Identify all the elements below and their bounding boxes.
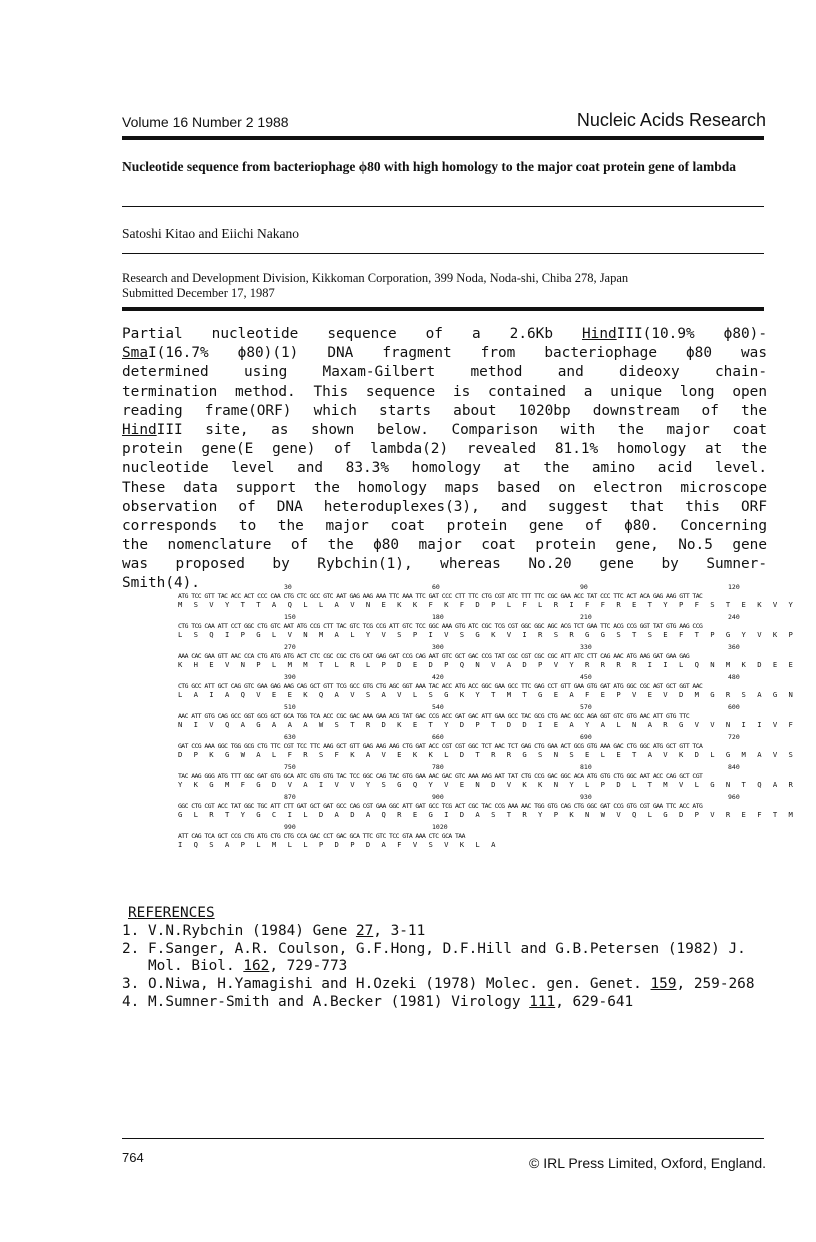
abstract-text: was proposed by Rybchin(1), whereas No.20 gene by Sumner- [122, 556, 767, 573]
amino-acid-row: L S Q I P G L V N M A L Y V S P I V S G K V I R S R G G S T S E F T P G Y V K P [178, 630, 797, 639]
reference-underlined: 27 [355, 922, 374, 939]
sequence-position: 810 [580, 763, 592, 771]
abstract-line [122, 536, 767, 555]
sequence-block [178, 673, 797, 704]
reference-text [148, 923, 782, 941]
sequence-position: 630 [284, 733, 296, 741]
sequence-block [178, 733, 797, 764]
sequence-position: 1020 [432, 823, 448, 831]
reference-number: 3. [122, 976, 140, 993]
sequence-position: 60 [432, 583, 440, 591]
nucleotide-row: GAT CCG AAA GGC TGG GCG CTG TTC CGT TCC TTC AAG GCT GTT GAG AAG AAG CTG GAT ACC CGT CGT GGC TCT AAC TCT GAG CTG GAA ACT GCG GTG AAA GAC CTG GGC ATG GCT GTT TCA [178, 742, 703, 750]
sequence-position: 780 [432, 763, 444, 771]
abstract-text: observation of DNA heteroduplexes(3), and suggest that this ORF [122, 498, 767, 515]
sequence-position: 300 [432, 643, 444, 651]
sequence-position: 840 [728, 763, 740, 771]
sequence-block [178, 703, 797, 734]
sequence-position: 540 [432, 703, 444, 711]
abstract-rule [122, 307, 764, 311]
nucleotide-row: TAC AAG GGG ATG TTT GGC GAT GTG GCA ATC GTG GTG TAC TCC GGC CAG TAC GTG GAA AAC GAC GTC AAA AAG AAT TAT CTG CCG GAC GGC ACA ATG GTG CTG GGC AAT ACC CAG GCT CGT [178, 772, 703, 780]
submitted-date: Submitted December 17, 1987 [122, 286, 275, 300]
title-rule [122, 206, 764, 207]
abstract-line [122, 383, 767, 402]
abstract [122, 325, 767, 594]
sequence-block [178, 793, 797, 824]
journal-name: Nucleic Acids Research [576, 110, 766, 130]
reference-text [148, 994, 782, 1012]
abstract-underlined: Sma [122, 345, 148, 362]
abstract-text: nucleotide level and 83.3% homology at the amino acid level. [122, 460, 767, 477]
sequence-position: 990 [284, 823, 296, 831]
abstract-line [122, 402, 767, 421]
amino-acid-row: N I V Q A G A A A W S T R D K E T Y D P T D D I E A Y A L N A R G V V N I I V F [178, 720, 797, 729]
reference-item [122, 923, 782, 941]
abstract-line [122, 344, 767, 363]
sequence-position: 210 [580, 613, 592, 621]
sequence-position: 180 [432, 613, 444, 621]
affiliation: Research and Development Division, Kikkoman Corporation, 399 Noda, Noda-shi, Chiba 278, Japan [122, 271, 629, 285]
reference-number: 1. [122, 922, 140, 939]
reference-list [122, 923, 782, 1012]
abstract-text: corresponds to the major coat protein gene of ϕ80. Concerning [122, 517, 767, 534]
reference-text: M.Sumner-Smith and A.Becker (1981) Virology [148, 993, 530, 1010]
amino-acid-row: L A I A Q V E E K Q A V S A V L S G K Y T M T G E A F E P V E V D M G R S A G N [178, 690, 797, 699]
amino-acid-row: D P K G W A L F R S F K A V E K K L D T R R G S N S E L E T A V K D L G M A V S [178, 750, 797, 759]
abstract-line [122, 421, 767, 440]
abstract-text: termination method. This sequence is contained a unique long open [122, 383, 767, 400]
abstract-line [122, 459, 767, 478]
abstract-text: Smith(4). [122, 575, 200, 592]
abstract-underlined: Hind [582, 326, 617, 342]
sequence-position: 930 [580, 793, 592, 801]
sequence-position: 120 [728, 583, 740, 591]
abstract-text: III(10.9% ϕ80)- [616, 326, 767, 342]
nucleotide-row: AAA CAC GAA GTT AAC CCA CTG ATG ATG ACT CTC CGC CGC CTG CAT GAG GAT CCG CAG AAT GTC GCT GAC CCG TAT CGC CGT CGC CGC ATT ATC CTT CAG AAC ATG AAG GAT GAA GAG [178, 652, 690, 660]
footer-rule [122, 1138, 764, 1139]
sequence-figure [178, 583, 797, 854]
authors: Satoshi Kitao and Eiichi Nakano [122, 226, 299, 241]
copyright: © IRL Press Limited, Oxford, England. [528, 1155, 766, 1171]
sequence-block [178, 824, 768, 854]
abstract-line [122, 498, 767, 517]
sequence-position: 330 [580, 643, 592, 651]
reference-text [148, 976, 782, 994]
abstract-line [122, 555, 767, 574]
references [122, 905, 782, 1012]
abstract-text: Partial nucleotide sequence of a 2.6Kb [122, 326, 583, 342]
reference-item [122, 941, 782, 977]
reference-underlined: 111 [529, 993, 556, 1010]
abstract-line [122, 440, 767, 459]
volume-info: Volume 16 Number 2 1988 [122, 114, 289, 130]
sequence-position: 750 [284, 763, 296, 771]
abstract-text: the nomenclature of the ϕ80 major coat protein gene, No.5 gene [122, 537, 767, 554]
sequence-position: 240 [728, 613, 740, 621]
affiliation-block [122, 271, 764, 301]
amino-acid-row: I Q S A P L M L L P D P D A F V S V K L A [178, 840, 499, 849]
authors-rule [122, 253, 764, 254]
sequence-block [178, 613, 797, 644]
nucleotide-row: ATT CAG TCA GCT CCG CTG ATG CTG CTG CCA GAC CCT GAC GCA TTC GTC TCC GTA AAA CTC GCA TAA [178, 832, 465, 840]
abstract-line [122, 325, 767, 344]
sequence-position: 30 [284, 583, 292, 591]
sequence-position: 420 [432, 673, 444, 681]
sequence-position: 480 [728, 673, 740, 681]
reference-text: O.Niwa, H.Yamagishi and H.Ozeki (1978) Molec. gen. Genet. [148, 976, 651, 993]
abstract-text: reading frame(ORF) which starts about 1020bp downstream of the [122, 402, 767, 419]
sequence-position: 570 [580, 703, 592, 711]
reference-text: , 259-268 [676, 976, 755, 993]
abstract-text: determined using Maxam-Gilbert method and dideoxy chain- [122, 364, 767, 381]
reference-text: , 3-11 [373, 922, 426, 939]
sequence-block [178, 763, 797, 794]
sequence-position: 390 [284, 673, 296, 681]
page-number: 764 [122, 1150, 144, 1165]
sequence-position: 510 [284, 703, 296, 711]
reference-text: , 629-641 [555, 993, 634, 1010]
amino-acid-row: G L R T Y G C I L D A D A Q R E G I D A S T R Y P K N W V Q L G D P V R E F T M [178, 810, 797, 819]
reference-item [122, 994, 782, 1012]
abstract-line [122, 363, 767, 382]
nucleotide-row: AAC ATT GTG CAG GCC GGT GCG GCT GCA TGG TCA ACC CGC GAC AAA GAA ACG TAT GAC CCG ACC GAT GAC ATT GAA GCC TAC GCG CTG AAC GCC AGA GGT GTC GTG AAC ATT GTG TTC [178, 712, 690, 720]
abstract-underlined: Hind [122, 421, 157, 438]
sequence-position: 900 [432, 793, 444, 801]
sequence-block [178, 583, 797, 614]
amino-acid-row: Y K G M F G D V A I V V Y S G Q Y V E N D V K K N Y L P D L T M V L G N T Q A R [178, 780, 797, 789]
sequence-position: 660 [432, 733, 444, 741]
sequence-position: 870 [284, 793, 296, 801]
abstract-line [122, 517, 767, 536]
nucleotide-row: GGC CTG CGT ACC TAT GGC TGC ATT CTT GAT GCT GAT GCC CAG CGT GAA GGC ATT GAT GCC TCG ACT CGC TAC CCG AAA AAC TGG GTG CAG CTG GGC GAT CCG GTG CGT GAA TTC ACC ATG [178, 802, 703, 810]
amino-acid-row: K H E V N P L M M T L R L P D E D P Q N V A D P V Y R R R R I I L Q N M K D E E [178, 660, 797, 669]
reference-number: 4. [122, 993, 140, 1010]
sequence-position: 150 [284, 613, 296, 621]
abstract-text: protein gene(E gene) of lambda(2) revealed 81.1% homology at the [122, 441, 767, 458]
sequence-position: 720 [728, 733, 740, 741]
abstract-text: I(16.7% ϕ80)(1) DNA fragment from bacteriophage ϕ80 was [148, 345, 767, 362]
sequence-position: 960 [728, 793, 740, 801]
nucleotide-row: ATG TCC GTT TAC ACC ACT CCC CAA CTG CTC GCC GTC AAT GAG AAG AAA TTC AAA TTC GAT CCC CTT TTC CTG CGT ATC TTT TTC CGC GAA ACC TAT CCC TTC ACT ACA GAG AAG GTT TAC [178, 592, 703, 600]
sequence-position: 270 [284, 643, 296, 651]
reference-text: V.N.Rybchin (1984) Gene [148, 922, 356, 939]
sequence-position: 690 [580, 733, 592, 741]
header-rule [122, 136, 764, 140]
reference-text: F.Sanger, A.R. Coulson, G.F.Hong, D.F.Hill and G.B.Petersen (1982) J. Mol. Biol. [148, 940, 746, 975]
amino-acid-row: M S V Y T T A Q L L A V N E K K F K F D P L F L R I F F R E T Y P F S T E K V Y [178, 600, 797, 609]
reference-item [122, 976, 782, 994]
abstract-line [122, 479, 767, 498]
sequence-position: 450 [580, 673, 592, 681]
reference-underlined: 159 [650, 976, 677, 993]
nucleotide-row: CTG TCG CAA ATT CCT GGC CTG GTC AAT ATG CCG CTT TAC GTC TCG CCG ATT GTC TCC GGC AAA GTG ATC CGC TCG CGT GGC GGC AGC ACG TCT GAA TTC ACG CCG GGT TAT GTG AAG CCG [178, 622, 703, 630]
nucleotide-row: CTG GCC ATT GCT CAG GTC GAA GAG AAG CAG GCT GTT TCG GCC GTG CTG AGC GGT AAA TAC ACC ATG ACC GGC GAA GCC TTC GAG CCT GTT GAA GTG GAT ATG GGC CGC AGT GCT GGT AAC [178, 682, 703, 690]
sequence-position: 600 [728, 703, 740, 711]
article-title: Nucleotide sequence from bacteriophage ϕ80 with high homology to the major coat protein gene of lambda [122, 159, 737, 174]
reference-number: 2. [122, 940, 140, 957]
reference-text [148, 941, 782, 977]
sequence-position: 360 [728, 643, 740, 651]
abstract-text: III site, as shown below. Comparison with the major coat [156, 421, 767, 438]
reference-text: , 729-773 [269, 958, 348, 975]
reference-underlined: 162 [243, 958, 270, 975]
references-heading: REFERENCES [128, 905, 215, 921]
abstract-text: These data support the homology maps based on electron microscope [122, 479, 767, 496]
sequence-position: 90 [580, 583, 588, 591]
sequence-block [178, 643, 797, 674]
